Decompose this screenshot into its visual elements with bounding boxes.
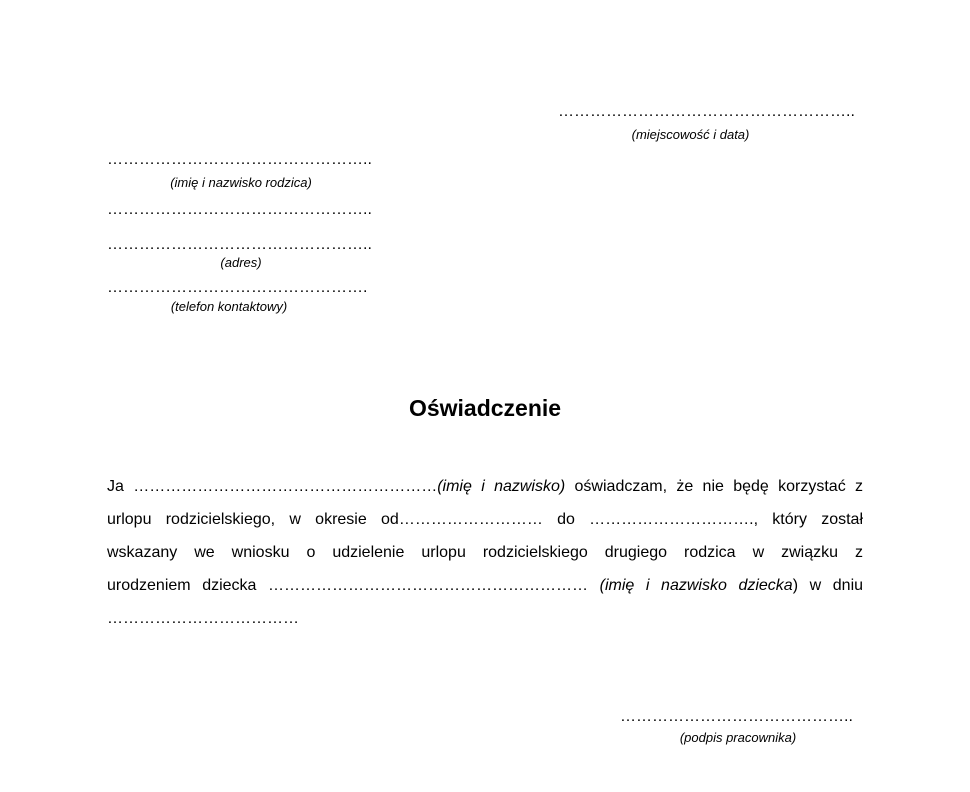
- paragraph-text: oświadczam, że nie będę korzystać z: [565, 478, 864, 495]
- address-fill-line-2: …………………………………………..: [107, 236, 372, 253]
- paragraph-line-2: [107, 503, 863, 536]
- date-caption: (miejscowość i data): [631, 127, 750, 142]
- parent-name-fill-line: …………………………………………..: [107, 151, 372, 168]
- date-fill-dots: ………………………………: [107, 610, 299, 627]
- paragraph-text: urodzeniem dziecka ……………………………………………………: [107, 577, 600, 594]
- paragraph-line-3: [107, 536, 863, 569]
- paragraph-text: ) w dniu: [792, 577, 864, 594]
- paragraph-line-4: [107, 569, 863, 602]
- paragraph-line-5: [107, 602, 863, 635]
- parent-name-caption: (imię i nazwisko rodzica): [170, 175, 312, 190]
- declaration-paragraph: [107, 470, 863, 635]
- signature-caption: (podpis pracownika): [679, 730, 797, 745]
- paragraph-text: wskazany we wniosku o udzielenie urlopu rodzicielskiego drugiego rodzica w związku z: [107, 544, 863, 561]
- child-name-hint-italic: (imię i nazwisko dziecka: [599, 577, 793, 594]
- paragraph-text: Ja …………………………………………………: [107, 478, 438, 495]
- phone-fill-line: ………………………………………….: [107, 279, 368, 296]
- date-fill-line: ………………………………………………..: [558, 103, 855, 120]
- signature-fill-line: ……………………………………..: [620, 708, 853, 725]
- document-title: Oświadczenie: [408, 395, 562, 421]
- name-hint-italic: (imię i nazwisko): [437, 478, 566, 495]
- paragraph-line-1: [107, 470, 863, 503]
- address-fill-line-1: …………………………………………..: [107, 201, 372, 218]
- paragraph-text: urlopu rodzicielskiego, w okresie od……………………… do …………………………., który został: [107, 511, 863, 528]
- address-caption: (adres): [220, 255, 262, 270]
- phone-caption: (telefon kontaktowy): [170, 299, 288, 314]
